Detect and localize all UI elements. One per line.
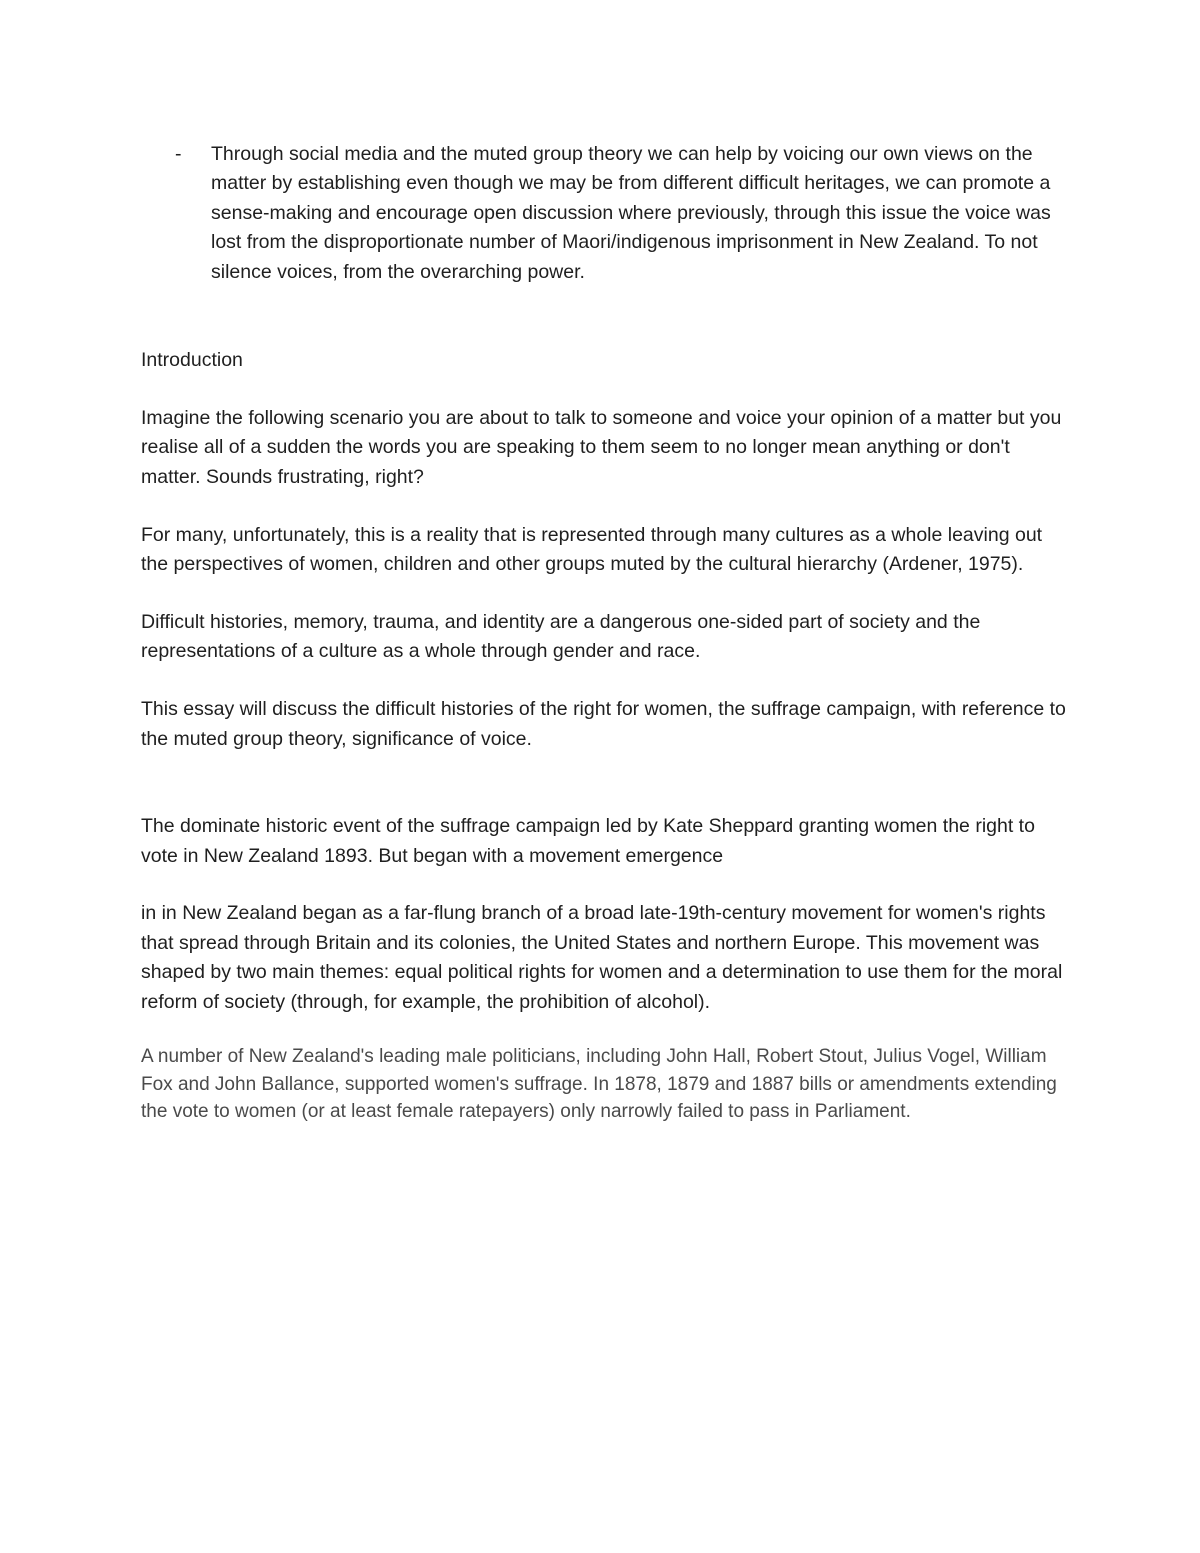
- paragraph-essay-scope: This essay will discuss the difficult histories of the right for women, the suffrage campaign, with reference to the muted group theory, significance of voice.: [141, 698, 1066, 750]
- paragraph-difficult-histories: Difficult histories, memory, trauma, and identity are a dangerous one-sided part of society and the representations of a culture as a whole through gender and race.: [141, 610, 981, 663]
- bullet-marker: -: [175, 143, 182, 165]
- bullet-item: [175, 140, 1071, 287]
- paragraph-suffrage-event: The dominate historic event of the suffrage campaign led by Kate Sheppard granting women the right to vote in New Zealand 1893. But began with a movement emergence: [141, 815, 1035, 867]
- paragraph-politicians: A number of New Zealand's leading male politicians, including John Hall, Robert Stout, Julius Vogel, William Fox and John Ballance, supported women's suffrage. In 1878, 1879 and 1887 bills or amendments extending the vote to women (or at least female ratepayers) only narrowly failed to pass in Parliament.: [141, 1046, 1057, 1123]
- paragraph-movement: in in New Zealand began as a far-flung branch of a broad late-19th-century movement for women's rights that spread through Britain and its colonies, the United States and northern Europe. This movement was shaped by two main themes: equal political rights for women and a determination to use them for the moral reform of society (through, for example, the prohibition of alcohol).: [141, 902, 1063, 1013]
- paragraph-scenario: Imagine the following scenario you are about to talk to someone and voice your opinion of a matter but you realise all of a sudden the words you are speaking to them seem to no longer mean anything or don't matter. Sounds frustrating, right?: [141, 406, 1062, 488]
- bullet-text: Through social media and the muted group theory we can help by voicing our own views on the matter by establishing even though we may be from different difficult heritages, we can promote a sense-making and encourage open discussion where previously, through this issue the voice was lost from the disproportionate number of Maori/indigenous imprisonment in New Zealand. To not silence voices, from the overarching power.: [211, 143, 1051, 283]
- paragraph-reality: For many, unfortunately, this is a reality that is represented through many cultures as a whole leaving out the perspectives of women, children and other groups muted by the cultural hierarchy (Ardener, 1975).: [141, 523, 1043, 576]
- document-page: [141, 140, 1071, 1126]
- section-heading-introduction: Introduction: [141, 349, 243, 372]
